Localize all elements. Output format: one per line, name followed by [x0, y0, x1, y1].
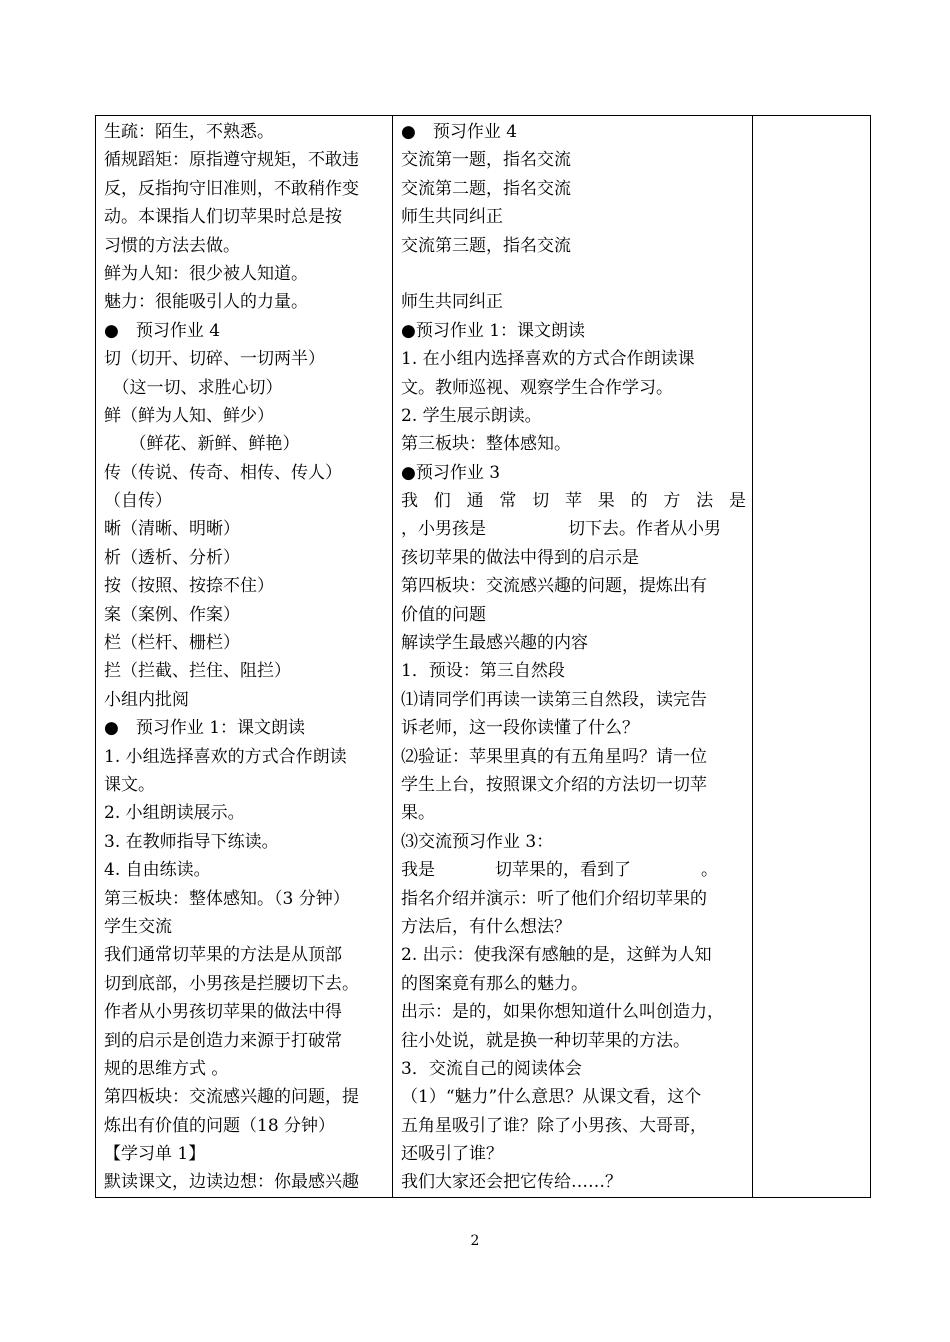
spaced-character: 是: [728, 491, 746, 512]
text-line: 2. 小组朗读展示。: [104, 803, 245, 824]
text-line: 到的启示是创造力来源于打破常: [104, 1030, 342, 1051]
text-line: ⑴请同学们再读一读第三自然段，读完告: [401, 689, 707, 710]
spaced-character: 果: [597, 491, 615, 512]
page-number: 2: [470, 1233, 480, 1249]
text-line: 2. 出示：使我深有感触的是，这鲜为人知: [401, 945, 712, 966]
text-line: 我们通常切苹果的方法是从顶部: [104, 945, 342, 966]
text-line: 还吸引了谁？: [401, 1144, 503, 1165]
text-line: 默读课文，边读边想：你最感兴趣: [104, 1172, 359, 1193]
fill-in-blank-line: [401, 856, 746, 884]
text-line: 动。本课指人们切苹果时总是按: [104, 207, 342, 228]
text-line: 规的思维方式 。: [104, 1058, 229, 1079]
text-line: 【学习单 1】: [104, 1144, 206, 1165]
text-line: 晰（清晰、明晰）: [104, 519, 240, 540]
spaced-character: 苹: [564, 491, 582, 512]
text-line: 第三板块：整体感知。（3 分钟）: [104, 888, 350, 909]
text-line: 学生上台，按照课文介绍的方法切一切苹: [401, 774, 707, 795]
text-line: 文。教师巡视、观察学生合作学习。: [401, 377, 673, 398]
fill-in-blank-line: [401, 487, 746, 515]
text-line: 出示：是的，如果你想知道什么叫创造力，: [401, 1002, 724, 1023]
text-line: 方法后，有什么想法？: [401, 916, 571, 937]
text-line: 鲜（鲜为人知、鲜少）: [104, 405, 274, 426]
text-line: 价值的问题: [401, 604, 486, 625]
text-line: ● 预习作业 4: [401, 122, 518, 142]
text-line: ● 预习作业 4: [104, 320, 221, 341]
teacher-activity-cell: [393, 116, 753, 1198]
text-line: ⑶交流预习作业 3：: [401, 831, 554, 852]
text-line: 3. 在教师指导下练读。: [104, 831, 279, 852]
text-line: （鲜花、新鲜、鲜艳）: [104, 434, 300, 455]
text-line: 我们大家还会把它传给……？: [401, 1172, 622, 1193]
text-line: （自传）: [104, 491, 172, 512]
text-line: 切（切开、切碎、一切两半）: [104, 349, 325, 370]
text-line: 习惯的方法去做。: [104, 235, 240, 256]
text-line: ●预习作业 3: [401, 462, 501, 483]
text-segment: 我是: [401, 860, 435, 881]
text-line: 作者从小男孩切苹果的做法中得: [104, 1002, 342, 1023]
text-line: 鲜为人知：很少被人知道。: [104, 263, 308, 284]
spaced-character: 我: [401, 491, 418, 512]
text-line: 拦（拦截、拦住、阻拦）: [104, 661, 291, 682]
text-line: 的图案竟有那么的魅力。: [401, 973, 588, 994]
text-line: 小组内批阅: [104, 689, 189, 710]
spaced-character: 的: [630, 491, 648, 512]
text-line: 炼出有价值的问题（18 分钟）: [104, 1115, 336, 1136]
text-line: ●预习作业 1：课文朗读: [401, 320, 586, 341]
text-line: ● 预习作业 1：课文朗读: [104, 718, 306, 739]
notes-cell: [753, 116, 871, 1198]
text-line: 栏（栏杆、栅栏）: [104, 633, 240, 654]
spaced-character: 们: [433, 491, 451, 512]
text-line: （这一切、求胜心切）: [104, 377, 283, 398]
right-column-text: [393, 116, 752, 1197]
text-line: 循规蹈矩：原指遵守规矩，不敢违: [104, 150, 359, 171]
text-line: 按（按照、按捺不住）: [104, 576, 274, 597]
fill-in-blank-line: [401, 515, 746, 543]
text-line: 反，反指拘守旧准则，不敢稍作变: [104, 178, 359, 199]
blank-line: [401, 260, 746, 288]
text-line: ⑵验证：苹果里真的有五角星吗？请一位: [401, 746, 707, 767]
text-line: 析（透析、分析）: [104, 547, 240, 568]
text-line: （1）“魅力”什么意思？从课文看，这个: [401, 1087, 702, 1108]
text-line: 解读学生最感兴趣的内容: [401, 633, 588, 654]
text-line: 孩切苹果的做法中得到的启示是: [401, 547, 639, 568]
text-line: 3．交流自己的阅读体会: [401, 1058, 582, 1079]
spaced-character: 通: [466, 491, 484, 512]
text-line: 果。: [401, 803, 435, 824]
text-line: 第四板块：交流感兴趣的问题，提炼出有: [401, 576, 707, 597]
text-line: 1. 在小组内选择喜欢的方式合作朗读课: [401, 349, 695, 370]
text-line: 2. 学生展示朗读。: [401, 405, 542, 426]
table-row: [96, 116, 871, 1198]
text-line: 1. 小组选择喜欢的方式合作朗读: [104, 746, 347, 767]
text-line: 课文。: [104, 774, 155, 795]
text-line: 师生共同纠正: [401, 207, 503, 228]
text-line: 第四板块：交流感兴趣的问题，提: [104, 1087, 359, 1108]
text-line: 生疏：陌生，不熟悉。: [104, 122, 274, 142]
spaced-character: 法: [696, 491, 714, 512]
lesson-plan-table: [95, 115, 871, 1198]
text-line: 1．预设：第三自然段: [401, 661, 565, 682]
spaced-character: 切: [532, 491, 550, 512]
spaced-character: 常: [499, 491, 517, 512]
text-line: 切到底部，小男孩是拦腰切下去。: [104, 973, 359, 994]
text-line: 师生共同纠正: [401, 292, 503, 313]
text-line: 往小处说，就是换一种切苹果的方法。: [401, 1030, 690, 1051]
text-line: 交流第三题，指名交流: [401, 235, 571, 256]
text-line: 五角星吸引了谁？除了小男孩、大哥哥，: [401, 1115, 707, 1136]
text-segment: 切下去。作者从小男: [568, 519, 721, 540]
spaced-character: 方: [663, 491, 681, 512]
text-line: 第三板块：整体感知。: [401, 434, 571, 455]
text-line: 魅力：很能吸引人的力量。: [104, 292, 308, 313]
text-line: 学生交流: [104, 916, 172, 937]
text-line: 交流第二题，指名交流: [401, 178, 571, 199]
text-segment: 。: [701, 860, 718, 881]
text-line: 诉老师，这一段你读懂了什么？: [401, 718, 639, 739]
text-line: 交流第一题，指名交流: [401, 150, 571, 171]
text-segment: 切苹果的，看到了: [495, 860, 631, 881]
text-line: 传（传说、传奇、相传、传人）: [104, 462, 342, 483]
left-column-text: [96, 116, 392, 1197]
text-segment: ，小男孩是: [401, 519, 486, 540]
text-line: 4. 自由练读。: [104, 860, 211, 881]
text-line: 案（案例、作案）: [104, 604, 240, 625]
student-activity-cell: [96, 116, 393, 1198]
text-line: 指名介绍并演示：听了他们介绍切苹果的: [401, 888, 707, 909]
